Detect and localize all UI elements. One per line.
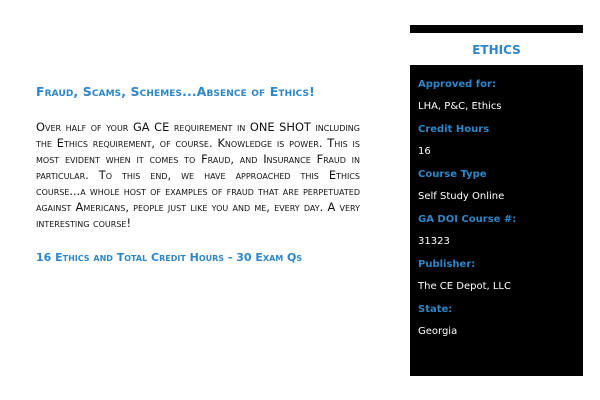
field-state bbox=[418, 304, 575, 349]
field-value: Self Study Online bbox=[418, 191, 505, 202]
course-content bbox=[36, 84, 360, 264]
sidebar-heading: ETHICS bbox=[410, 33, 583, 65]
field-value: 31323 bbox=[418, 236, 450, 247]
course-details-panel bbox=[410, 65, 583, 376]
field-label: GA DOI Course #: bbox=[418, 214, 517, 225]
field-value: Georgia bbox=[418, 326, 458, 337]
field-credit-hours bbox=[418, 124, 575, 169]
field-value: LHA, P&C, Ethics bbox=[418, 101, 502, 112]
field-label: Credit Hours bbox=[418, 124, 490, 135]
credits-summary: 16 Ethics and Total Credit Hours - 30 Exam Qs bbox=[36, 251, 303, 264]
sidebar-top-bar bbox=[410, 25, 583, 33]
field-course-type bbox=[418, 169, 575, 214]
field-value: The CE Depot, LLC bbox=[418, 281, 511, 292]
course-description: Over half of your GA CE requirement in ONE SHOT including the Ethics requirement, of course. Knowledge is power. This is most evident when it comes to Fraud, and Insurance Fraud in particular. To this end, we have approached this Ethics course...a whole host of examples of fraud that are perpetuated against Americans, people just like you and me, every day. A very interesting course! bbox=[36, 120, 360, 230]
field-label: State: bbox=[418, 304, 453, 315]
field-course-number bbox=[418, 214, 575, 259]
field-publisher bbox=[418, 259, 575, 304]
field-approved-for bbox=[418, 79, 575, 124]
field-label: Publisher: bbox=[418, 259, 476, 270]
course-title: Fraud, Scams, Schemes...Absence of Ethics! bbox=[36, 84, 315, 99]
field-label: Course Type bbox=[418, 169, 487, 180]
field-value: 16 bbox=[418, 146, 431, 157]
field-label: Approved for: bbox=[418, 79, 496, 90]
